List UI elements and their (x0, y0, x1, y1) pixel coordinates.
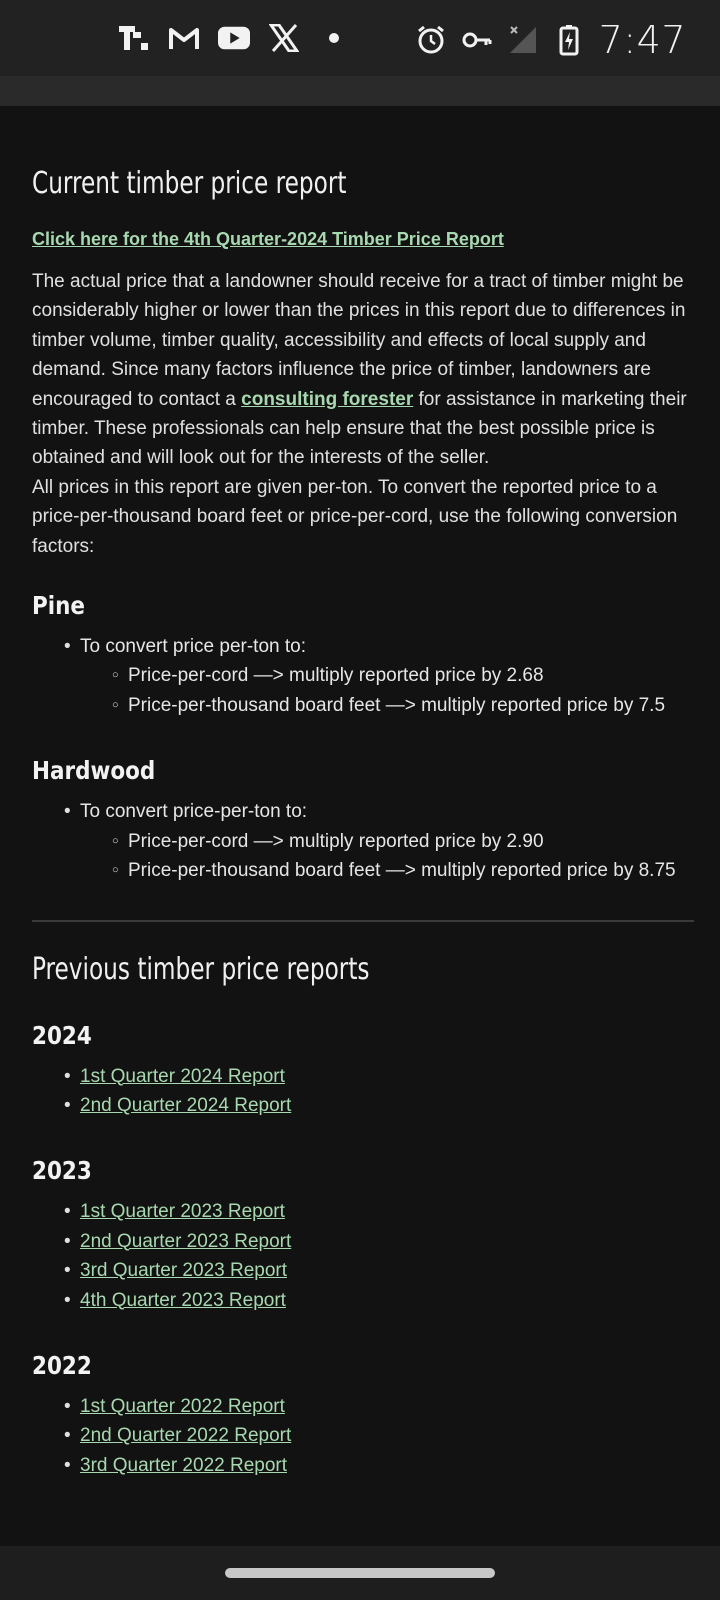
notification-icons (118, 22, 350, 54)
pine-list (66, 632, 708, 720)
hardwood-intro: To convert price-per-ton to: (80, 801, 308, 823)
list-item: ○ Price-per-cord —> multiply reported price by 2.90 (114, 827, 708, 856)
alarm-icon (415, 24, 447, 56)
list-item: ○ Price-per-thousand board feet —> multiply reported price by 8.75 (114, 856, 708, 885)
list-item (66, 797, 708, 885)
pine-heading: Pine (32, 591, 86, 621)
list-item (66, 1286, 708, 1315)
vpn-key-icon (461, 24, 493, 56)
report-link[interactable]: 4th Quarter 2023 Report (80, 1289, 286, 1311)
disclaimer-text-start: The actual price that a landowner should receive for a tract of timber might be considerably higher or lower than the prices in this report due to differences in timber volume, timber quality, accessibility and effects of local supply and demand. Since many factors influence the price of timber, landowners are encouraged to contact a (32, 271, 686, 410)
list-item (66, 1062, 708, 1091)
pine-sublist (114, 661, 708, 720)
list-item (66, 1392, 708, 1421)
gmail-icon (168, 22, 200, 54)
youtube-icon (218, 22, 250, 54)
list-item (66, 1451, 708, 1480)
list-item (66, 1227, 708, 1256)
battery-charging-icon (553, 24, 585, 56)
hardwood-sublist (114, 827, 708, 886)
consulting-forester-link[interactable]: consulting forester (241, 388, 414, 410)
pine-intro: To convert price per-ton to: (80, 636, 306, 658)
hardwood-heading: Hardwood (32, 756, 156, 786)
year-heading-2024: 2024 (32, 1020, 92, 1050)
report-link[interactable]: 1st Quarter 2023 Report (80, 1201, 285, 1223)
report-link[interactable]: 1st Quarter 2024 Report (80, 1065, 285, 1087)
reports-list-2024 (66, 1062, 708, 1121)
list-item (66, 632, 708, 720)
x-icon (268, 22, 300, 54)
reports-list-2023 (66, 1197, 708, 1315)
disclaimer-paragraph (32, 267, 708, 473)
section-divider (32, 920, 694, 922)
conversion-intro-paragraph: All prices in this report are given per-ton. To convert the reported price to a price-per-thousand board feet or price-per-cord, use the following conversion factors: (32, 476, 678, 557)
list-item (66, 1421, 708, 1450)
list-item (66, 1091, 708, 1120)
report-link[interactable]: 3rd Quarter 2022 Report (80, 1454, 288, 1476)
previous-reports-heading: Previous timber price reports (32, 951, 370, 987)
reports-list-2022 (66, 1392, 708, 1480)
year-heading-2023: 2023 (32, 1156, 92, 1186)
report-link[interactable]: 2nd Quarter 2022 Report (80, 1425, 292, 1447)
signal-icon (507, 24, 539, 56)
current-report-heading: Current timber price report (32, 166, 347, 201)
current-report-link[interactable]: Click here for the 4th Quarter-2024 Timber Price Report (32, 229, 504, 249)
list-item (66, 1256, 708, 1285)
page-content (32, 106, 708, 1480)
year-heading-2022: 2022 (32, 1350, 92, 1380)
list-item: ○ Price-per-thousand board feet —> multiply reported price by 7.5 (114, 691, 708, 720)
list-item: ○ Price-per-cord —> multiply reported price by 2.68 (114, 661, 708, 690)
home-gesture-handle[interactable] (225, 1568, 495, 1578)
truth-social-icon (118, 22, 150, 54)
report-link[interactable]: 1st Quarter 2022 Report (80, 1395, 285, 1417)
clock: 7:47 (598, 18, 686, 62)
hardwood-list (66, 797, 708, 885)
report-link[interactable]: 2nd Quarter 2024 Report (80, 1094, 292, 1116)
disclaimer-text-end: for assistance in marketing their timber. These professionals can help ensure that the best possible price is obtained and will look out for the interests of the seller. (32, 388, 687, 469)
status-bar (0, 0, 720, 76)
browser-toolbar (0, 76, 720, 106)
list-item (66, 1197, 708, 1226)
report-link[interactable]: 3rd Quarter 2023 Report (80, 1260, 288, 1282)
notification-dot-icon (318, 22, 350, 54)
report-link[interactable]: 2nd Quarter 2023 Report (80, 1230, 292, 1252)
system-icons (415, 18, 686, 62)
